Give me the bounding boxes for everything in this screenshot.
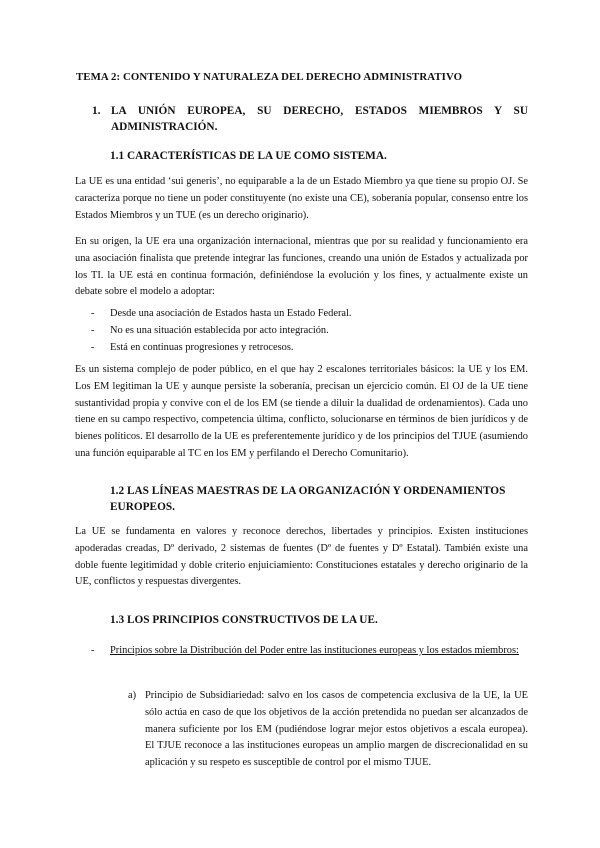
section-1-1-paragraph-3: Es un sistema complejo de poder público, en el que hay 2 escalones territoriales básicos: la UE y los EM. Los EM legitiman la UE y aunque persiste la soberanía, precisan un ejercicio común. El OJ de la UE tiene sustantividad propia y convive con el de los EM (se tiende a diluir la dualidad de ordenamientos). Cada uno tiene en su campo respectivo, competencia última, conflicto, solucionarse en términos de bien jurídicos y de bienes políticos. El desarrollo de la UE es preferentemente jurídico y de los principios del TJUE (asumiendo una función equiparable al TC en los EM y perfilando el Derecho Comunitario).: [75, 364, 528, 459]
list-item: [91, 340, 511, 357]
list-item: [91, 323, 511, 340]
principles-heading: [91, 643, 528, 660]
bullet-text: Desde una asociación de Estados hasta un Estado Federal.: [110, 308, 352, 319]
bullet-dash: -: [91, 308, 95, 319]
bullet-list: [91, 306, 511, 356]
principles-heading-text: Principios sobre la Distribución del Poder entre las instituciones europeas y los estados miembros:: [110, 645, 519, 656]
bullet-dash: -: [91, 324, 95, 336]
principles-dash: -: [91, 645, 95, 656]
sub-item-a-label: a): [128, 690, 137, 701]
section-1-2-heading: 1.2 LAS LÍNEAS MAESTRAS DE LA ORGANIZACIÓN Y ORDENAMIENTOS EUROPEOS.: [110, 485, 506, 513]
bullet-text: Está en continuas progresiones y retrocesos.: [110, 341, 294, 353]
sub-item-a-text: Principio de Subsidiariedad: salvo en los casos de competencia exclusiva de la UE, la UE sólo actúa en caso de que los objetivos de la acción pretendida no puedan ser alcanzados de manera suficiente por los EM (pudiéndose lograr mejor estos objetivos a escala europea). El TJUE reconoce a las instituciones europeas un amplio margen de discrecionalidad en su aplicación y su respeto es susceptible de control por el mismo TJUE.: [145, 690, 528, 769]
section-1-2-paragraph: La UE se fundamenta en valores y reconoce derechos, libertades y principios. Existen instituciones apoderadas creadas, Dº derivado, 2 sistemas de fuentes (Dº de fuentes y Dº Estatal). También existe una doble fuente legitimidad y doble criterio enjuiciamiento: Constituciones estatales y derecho originario de la UE, conflictos y respuestas divergentes.: [75, 526, 528, 588]
list-item: [91, 306, 511, 323]
section-1-1-heading: 1.1 CARACTERÍSTICAS DE LA UE COMO SISTEMA.: [110, 150, 387, 162]
heading-1-text: LA UNIÓN EUROPEA, SU DERECHO, ESTADOS MIEMBROS Y SU ADMINISTRACIÓN.: [111, 105, 528, 133]
sub-item-a: [128, 688, 528, 772]
bullet-text: No es una situación establecida por acto integración.: [110, 324, 329, 336]
section-1-1-paragraph-1: La UE es una entidad ‘sui generis’, no equiparable a la de un Estado Miembro ya que tiene su propio OJ. Se caracteriza porque no tiene un poder constituyente (no existe una CE), soberanía popular, consenso entre los Estados Miembros y un TUE (es un derecho originario).: [75, 176, 528, 221]
bullet-dash: -: [91, 341, 95, 353]
document-title: TEMA 2: CONTENIDO Y NATURALEZA DEL DERECHO ADMINISTRATIVO: [76, 71, 463, 83]
heading-1-number: 1.: [92, 105, 101, 117]
section-1-3-heading: 1.3 LOS PRINCIPIOS CONSTRUCTIVOS DE LA UE.: [110, 614, 378, 626]
section-1-1-paragraph-2: En su origen, la UE era una organización internacional, mientras que por su realidad y funcionamiento era una asociación finalista que pretende integrar las funciones, creando una unión de Estados y actualizada por los TI. la UE está en continua formación, definiéndose la evolución y los fines, y actualmente existe un debate sobre el modelo a adoptar:: [75, 236, 528, 298]
heading-1: [92, 103, 528, 135]
